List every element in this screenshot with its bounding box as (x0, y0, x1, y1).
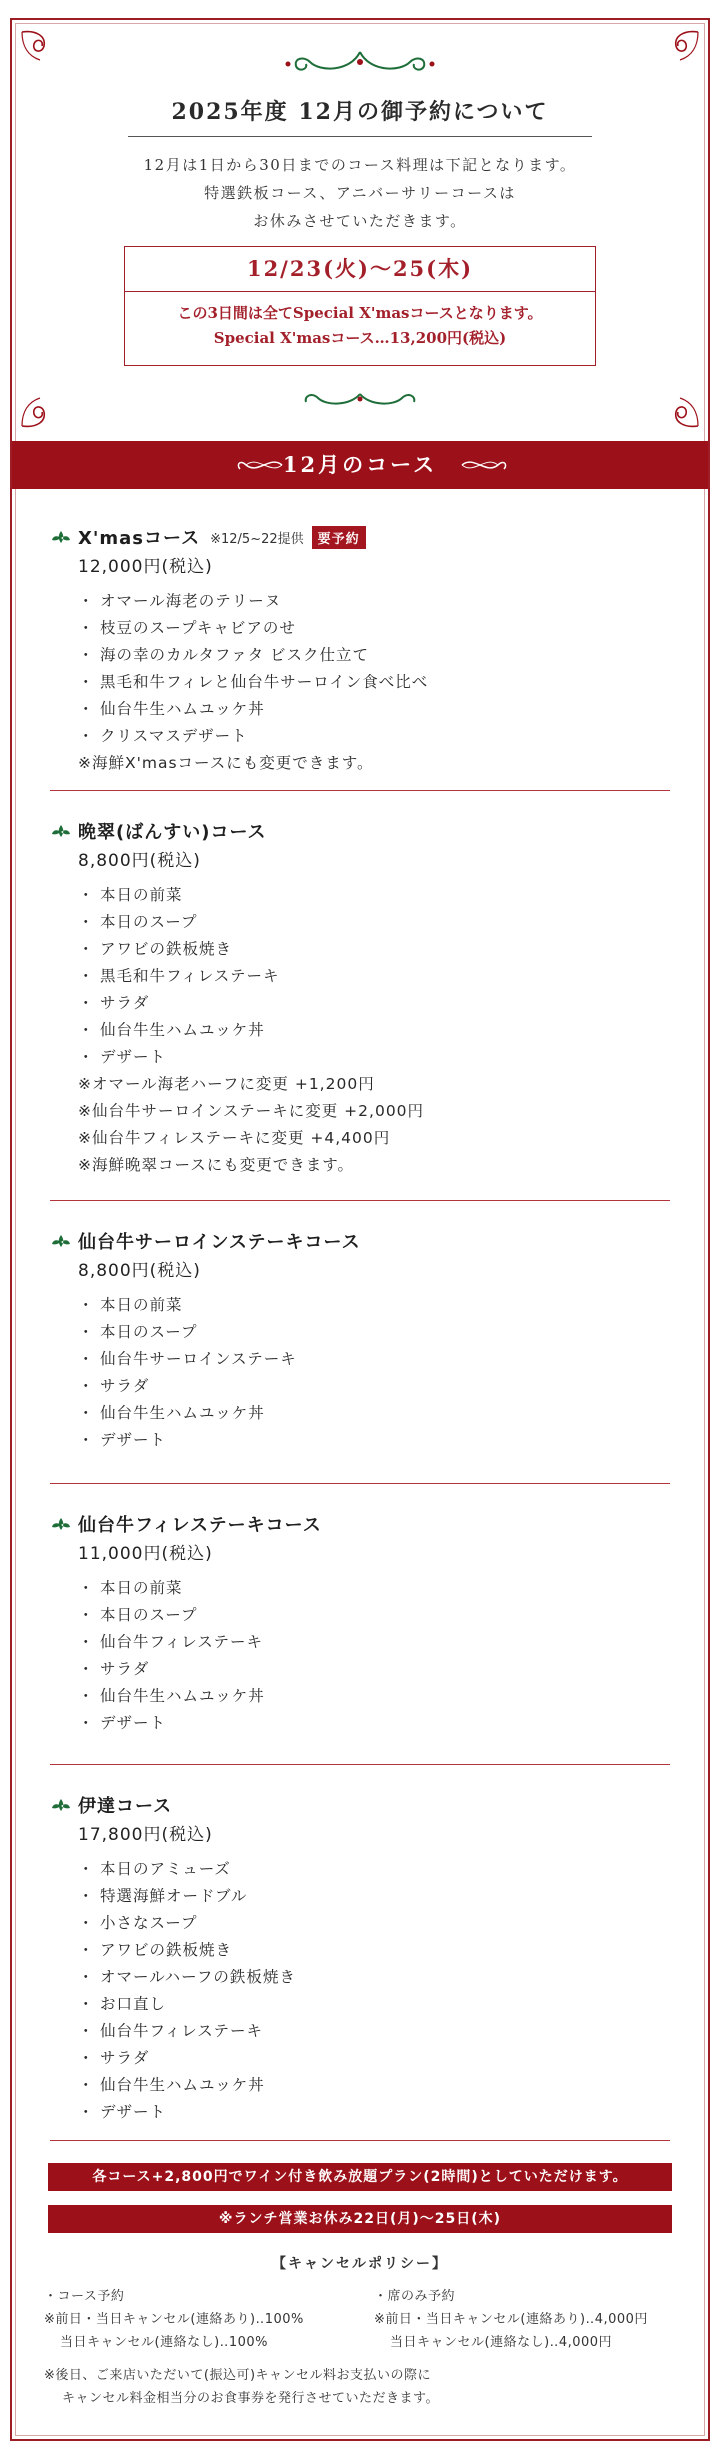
notice-line: お休みさせていただきます。 (253, 212, 467, 230)
fleur-icon (50, 529, 72, 545)
course-name: 晩翠(ばんすい)コース (78, 822, 267, 843)
course-remark: ※仙台牛サーロインステーキに変更 +2,000円 (78, 1102, 425, 1120)
menu-item: ・ デザート (78, 1714, 167, 1732)
course-price: 12,000円(税込) (78, 557, 213, 577)
menu-item: ・ 仙台牛生ハムユッケ丼 (78, 2076, 265, 2094)
special-date-box (124, 246, 596, 366)
date-range: 12/23(火)〜25(木) (125, 247, 595, 292)
course-name: X'masコース (78, 528, 201, 549)
policy-footer-line: キャンセル料金相当分のお食事券を発行させていただきます。 (62, 2391, 439, 2406)
flourish-icon (234, 453, 284, 477)
menu-item: ・ 小さなスープ (78, 1914, 198, 1932)
menu-item: ・ サラダ (78, 2049, 150, 2067)
corner-flourish-icon (18, 392, 64, 432)
menu-item: ・ 特選海鮮オードブル (78, 1887, 248, 1905)
menu-item: ・ デザート (78, 1048, 167, 1066)
policy-course-line: ※前日・当日キャンセル(連絡あり)‥100% (44, 2312, 304, 2327)
date-note: Special X'masコース…13,200円(税込) (213, 329, 507, 347)
fleur-icon (50, 823, 72, 839)
course-card (50, 1509, 670, 1737)
cancel-policy-title: 【キャンセルポリシー】 (272, 2256, 448, 2272)
course-price: 11,000円(税込) (78, 1544, 213, 1564)
course-price: 8,800円(税込) (78, 851, 201, 871)
section-header (12, 441, 708, 489)
menu-item: ・ オマール海老のテリーヌ (78, 592, 282, 610)
section-title: 12月のコース (282, 452, 438, 477)
notice-line: 特選鉄板コース、アニバーサリーコースは (204, 184, 516, 202)
section-divider (50, 2140, 670, 2141)
course-price: 17,800円(税込) (78, 1825, 213, 1845)
course-menu-list (78, 588, 670, 750)
corner-flourish-icon (656, 392, 702, 432)
menu-item: ・ 仙台牛生ハムユッケ丼 (78, 700, 265, 718)
menu-item: ・ 本日のスープ (78, 1606, 198, 1624)
course-price: 8,800円(税込) (78, 1261, 201, 1281)
course-note: ※12/5~22提供 (210, 531, 304, 547)
course-card (50, 1790, 670, 2126)
menu-item: ・ 海の幸のカルタファタ ビスク仕立て (78, 646, 369, 664)
section-divider (50, 1764, 670, 1765)
course-remark: ※オマール海老ハーフに変更 +1,200円 (78, 1075, 375, 1093)
menu-item: ・ 仙台牛生ハムユッケ丼 (78, 1687, 265, 1705)
menu-item: ・ デザート (78, 1431, 167, 1449)
policy-course-title: ・コース予約 (44, 2289, 125, 2304)
policy-seat-line: 当日キャンセル(連絡なし)‥4,000円 (390, 2335, 613, 2350)
course-remark: ※海鮮X'masコースにも変更できます。 (78, 754, 374, 772)
drink-plan-banner: 各コース+2,800円でワイン付き飲み放題プラン(2時間)としていただけます。 (48, 2163, 672, 2191)
course-card (50, 1226, 670, 1454)
menu-item: ・ 本日のスープ (78, 1323, 198, 1341)
menu-item: ・ 仙台牛フィレステーキ (78, 2022, 263, 2040)
course-name: 伊達コース (78, 1796, 173, 1817)
course-remark: ※仙台牛フィレステーキに変更 +4,400円 (78, 1129, 391, 1147)
menu-item: ・ 本日の前菜 (78, 1579, 183, 1597)
fleur-icon (50, 1797, 72, 1813)
fleur-icon (50, 1516, 72, 1532)
course-name: 仙台牛サーロインステーキコース (78, 1232, 361, 1253)
menu-item: ・ 本日の前菜 (78, 1296, 183, 1314)
course-card (50, 816, 670, 1179)
menu-item: ・ お口直し (78, 1995, 167, 2013)
course-menu-list (78, 1292, 670, 1454)
menu-item: ・ 仙台牛生ハムユッケ丼 (78, 1021, 265, 1039)
menu-item: ・ 仙台牛フィレステーキ (78, 1633, 263, 1651)
section-divider (50, 1483, 670, 1484)
course-card (50, 522, 670, 777)
menu-item: ・ 黒毛和牛フィレステーキ (78, 967, 280, 985)
policy-seat-line: ※前日・当日キャンセル(連絡あり)‥4,000円 (374, 2312, 648, 2327)
menu-item: ・ クリスマスデザート (78, 727, 248, 745)
menu-item: ・ 本日のスープ (78, 913, 198, 931)
menu-item: ・ 本日の前菜 (78, 886, 183, 904)
menu-item: ・ サラダ (78, 994, 150, 1012)
notice-line: 12月は1日から30日までのコース料理は下記となります。 (143, 156, 577, 174)
notice-title: 2025年度 12月の御予約について (171, 99, 549, 125)
course-menu-list (78, 1575, 670, 1737)
green-ornament-icon (292, 388, 428, 410)
policy-seat-title: ・席のみ予約 (374, 2289, 456, 2304)
corner-flourish-icon (18, 26, 64, 66)
flourish-icon (460, 453, 510, 477)
section-divider (50, 790, 670, 791)
reservation-badge: 要予約 (312, 526, 366, 549)
menu-item: ・ サラダ (78, 1377, 150, 1395)
title-underline (128, 136, 592, 137)
course-name: 仙台牛フィレステーキコース (78, 1515, 322, 1536)
menu-item: ・ アワビの鉄板焼き (78, 940, 233, 958)
menu-item: ・ オマールハーフの鉄板焼き (78, 1968, 296, 1986)
corner-flourish-icon (656, 26, 702, 66)
date-note: この3日間は全てSpecial X'masコースとなります。 (177, 304, 543, 322)
menu-item: ・ 黒毛和牛フィレと仙台牛サーロイン食べ比べ (78, 673, 429, 691)
lunch-closed-banner: ※ランチ営業お休み22日(月)〜25日(木) (48, 2205, 672, 2233)
menu-item: ・ 枝豆のスープキャビアのせ (78, 619, 296, 637)
course-remark: ※海鮮晩翠コースにも変更できます。 (78, 1156, 354, 1174)
course-menu-list (78, 1856, 670, 2126)
policy-course-line: 当日キャンセル(連絡なし)‥100% (60, 2335, 268, 2350)
green-ornament-icon (280, 48, 440, 78)
course-menu-list (78, 882, 670, 1071)
fleur-icon (50, 1233, 72, 1249)
menu-item: ・ サラダ (78, 1660, 150, 1678)
menu-item: ・ デザート (78, 2103, 167, 2121)
menu-item: ・ アワビの鉄板焼き (78, 1941, 233, 1959)
section-divider (50, 1200, 670, 1201)
menu-item: ・ 仙台牛サーロインステーキ (78, 1350, 297, 1368)
policy-footer-line: ※後日、ご来店いただいて(振込可)キャンセル料お支払いの際に (44, 2368, 432, 2383)
menu-item: ・ 仙台牛生ハムユッケ丼 (78, 1404, 265, 1422)
menu-item: ・ 本日のアミューズ (78, 1860, 231, 1878)
